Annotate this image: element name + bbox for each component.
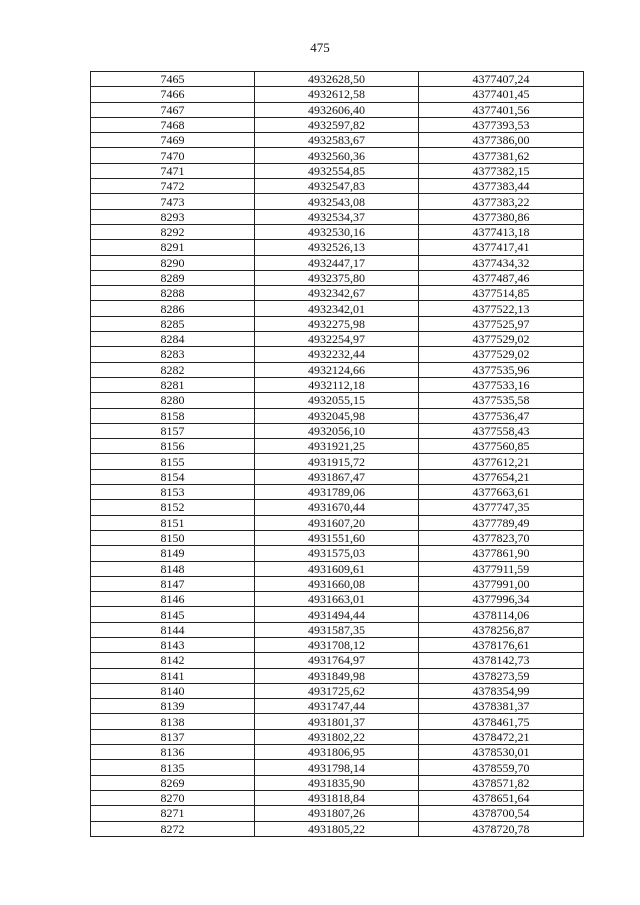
point-number-cell: 8157	[91, 423, 255, 438]
point-number-cell: 8271	[91, 806, 255, 821]
table-row	[91, 332, 584, 347]
point-number-cell: 8150	[91, 530, 255, 545]
x-coordinate-cell: 4932606,40	[255, 102, 419, 117]
x-coordinate-cell: 4931805,22	[255, 821, 419, 836]
x-coordinate-cell: 4931708,12	[255, 637, 419, 652]
page-number: 475	[310, 40, 330, 55]
x-coordinate-cell: 4931494,44	[255, 607, 419, 622]
y-coordinate-cell: 4377382,15	[419, 163, 584, 178]
point-number-cell: 8293	[91, 209, 255, 224]
x-coordinate-cell: 4931818,84	[255, 790, 419, 805]
y-coordinate-cell: 4378651,64	[419, 790, 584, 805]
point-number-cell: 8282	[91, 362, 255, 377]
y-coordinate-cell: 4377789,49	[419, 515, 584, 530]
point-number-cell: 7471	[91, 163, 255, 178]
y-coordinate-cell: 4377533,16	[419, 377, 584, 392]
x-coordinate-cell: 4931801,37	[255, 714, 419, 729]
point-number-cell: 8285	[91, 316, 255, 331]
table-row	[91, 745, 584, 760]
table-row	[91, 454, 584, 469]
y-coordinate-cell: 4377407,24	[419, 72, 584, 87]
table-row	[91, 316, 584, 331]
x-coordinate-cell: 4931551,60	[255, 530, 419, 545]
y-coordinate-cell: 4377823,70	[419, 530, 584, 545]
table-row	[91, 699, 584, 714]
x-coordinate-cell: 4931849,98	[255, 668, 419, 683]
y-coordinate-cell: 4377535,58	[419, 393, 584, 408]
point-number-cell: 8272	[91, 821, 255, 836]
x-coordinate-cell: 4932055,15	[255, 393, 419, 408]
y-coordinate-cell: 4378381,37	[419, 699, 584, 714]
table-row	[91, 775, 584, 790]
table-row	[91, 148, 584, 163]
point-number-cell: 8145	[91, 607, 255, 622]
table-row	[91, 194, 584, 209]
y-coordinate-cell: 4378273,59	[419, 668, 584, 683]
point-number-cell: 8153	[91, 485, 255, 500]
x-coordinate-cell: 4932124,66	[255, 362, 419, 377]
x-coordinate-cell: 4931798,14	[255, 760, 419, 775]
y-coordinate-cell: 4377529,02	[419, 347, 584, 362]
y-coordinate-cell: 4377393,53	[419, 117, 584, 132]
x-coordinate-cell: 4932254,97	[255, 332, 419, 347]
x-coordinate-cell: 4931747,44	[255, 699, 419, 714]
y-coordinate-cell: 4378354,99	[419, 683, 584, 698]
table-row	[91, 561, 584, 576]
x-coordinate-cell: 4931789,06	[255, 485, 419, 500]
table-row	[91, 393, 584, 408]
y-coordinate-cell: 4377380,86	[419, 209, 584, 224]
point-number-cell: 8140	[91, 683, 255, 698]
y-coordinate-cell: 4377514,85	[419, 286, 584, 301]
x-coordinate-cell: 4931725,62	[255, 683, 419, 698]
x-coordinate-cell: 4931806,95	[255, 745, 419, 760]
point-number-cell: 8284	[91, 332, 255, 347]
point-number-cell: 8137	[91, 729, 255, 744]
y-coordinate-cell: 4377654,21	[419, 469, 584, 484]
y-coordinate-cell: 4377401,56	[419, 102, 584, 117]
x-coordinate-cell: 4932560,36	[255, 148, 419, 163]
point-number-cell: 8269	[91, 775, 255, 790]
point-number-cell: 8289	[91, 270, 255, 285]
y-coordinate-cell: 4377383,44	[419, 179, 584, 194]
y-coordinate-cell: 4377417,41	[419, 240, 584, 255]
x-coordinate-cell: 4931660,08	[255, 576, 419, 591]
y-coordinate-cell: 4377558,43	[419, 423, 584, 438]
point-number-cell: 7466	[91, 87, 255, 102]
point-number-cell: 7467	[91, 102, 255, 117]
y-coordinate-cell: 4377536,47	[419, 408, 584, 423]
table-row	[91, 576, 584, 591]
table-row	[91, 714, 584, 729]
y-coordinate-cell: 4377529,02	[419, 332, 584, 347]
x-coordinate-cell: 4931670,44	[255, 500, 419, 515]
table-row	[91, 72, 584, 87]
point-number-cell: 7468	[91, 117, 255, 132]
point-number-cell: 7473	[91, 194, 255, 209]
y-coordinate-cell: 4377663,61	[419, 485, 584, 500]
y-coordinate-cell: 4378571,82	[419, 775, 584, 790]
x-coordinate-cell: 4932554,85	[255, 163, 419, 178]
point-number-cell: 8283	[91, 347, 255, 362]
table-row	[91, 255, 584, 270]
table-row	[91, 821, 584, 836]
point-number-cell: 8136	[91, 745, 255, 760]
x-coordinate-cell: 4932112,18	[255, 377, 419, 392]
y-coordinate-cell: 4377413,18	[419, 224, 584, 239]
x-coordinate-cell: 4932628,50	[255, 72, 419, 87]
table-row	[91, 240, 584, 255]
point-number-cell: 8149	[91, 546, 255, 561]
x-coordinate-cell: 4932543,08	[255, 194, 419, 209]
table-row	[91, 224, 584, 239]
y-coordinate-cell: 4378700,54	[419, 806, 584, 821]
x-coordinate-cell: 4931867,47	[255, 469, 419, 484]
point-number-cell: 8158	[91, 408, 255, 423]
x-coordinate-cell: 4932045,98	[255, 408, 419, 423]
table-row	[91, 439, 584, 454]
table-row	[91, 87, 584, 102]
table-row	[91, 653, 584, 668]
point-number-cell: 8291	[91, 240, 255, 255]
point-number-cell: 8148	[91, 561, 255, 576]
y-coordinate-cell: 4378176,61	[419, 637, 584, 652]
table-row	[91, 530, 584, 545]
table-row	[91, 515, 584, 530]
y-coordinate-cell: 4377560,85	[419, 439, 584, 454]
table-row	[91, 377, 584, 392]
table-row	[91, 683, 584, 698]
table-row	[91, 301, 584, 316]
coordinates-table	[90, 71, 584, 837]
point-number-cell: 8156	[91, 439, 255, 454]
x-coordinate-cell: 4931802,22	[255, 729, 419, 744]
point-number-cell: 8280	[91, 393, 255, 408]
x-coordinate-cell: 4932526,13	[255, 240, 419, 255]
table-row	[91, 423, 584, 438]
table-row	[91, 485, 584, 500]
x-coordinate-cell: 4931663,01	[255, 592, 419, 607]
y-coordinate-cell: 4378256,87	[419, 622, 584, 637]
table-row	[91, 102, 584, 117]
y-coordinate-cell: 4377991,00	[419, 576, 584, 591]
table-row	[91, 500, 584, 515]
point-number-cell: 8147	[91, 576, 255, 591]
point-number-cell: 8154	[91, 469, 255, 484]
y-coordinate-cell: 4377401,45	[419, 87, 584, 102]
point-number-cell: 7465	[91, 72, 255, 87]
x-coordinate-cell: 4932375,80	[255, 270, 419, 285]
point-number-cell: 8292	[91, 224, 255, 239]
point-number-cell: 7469	[91, 133, 255, 148]
y-coordinate-cell: 4378720,78	[419, 821, 584, 836]
point-number-cell: 8286	[91, 301, 255, 316]
y-coordinate-cell: 4377996,34	[419, 592, 584, 607]
x-coordinate-cell: 4932583,67	[255, 133, 419, 148]
point-number-cell: 8143	[91, 637, 255, 652]
x-coordinate-cell: 4932597,82	[255, 117, 419, 132]
x-coordinate-cell: 4932342,67	[255, 286, 419, 301]
point-number-cell: 8138	[91, 714, 255, 729]
y-coordinate-cell: 4378530,01	[419, 745, 584, 760]
y-coordinate-cell: 4377383,22	[419, 194, 584, 209]
x-coordinate-cell: 4932534,37	[255, 209, 419, 224]
x-coordinate-cell: 4931807,26	[255, 806, 419, 821]
x-coordinate-cell: 4931609,61	[255, 561, 419, 576]
x-coordinate-cell: 4932530,16	[255, 224, 419, 239]
table-row	[91, 270, 584, 285]
table-row	[91, 622, 584, 637]
point-number-cell: 8139	[91, 699, 255, 714]
y-coordinate-cell: 4377747,35	[419, 500, 584, 515]
y-coordinate-cell: 4378472,21	[419, 729, 584, 744]
point-number-cell: 8146	[91, 592, 255, 607]
x-coordinate-cell: 4931575,03	[255, 546, 419, 561]
x-coordinate-cell: 4932447,17	[255, 255, 419, 270]
table-row	[91, 163, 584, 178]
x-coordinate-cell: 4931835,90	[255, 775, 419, 790]
point-number-cell: 8142	[91, 653, 255, 668]
table-row	[91, 592, 584, 607]
table-row	[91, 790, 584, 805]
x-coordinate-cell: 4932342,01	[255, 301, 419, 316]
x-coordinate-cell: 4932232,44	[255, 347, 419, 362]
table-row	[91, 408, 584, 423]
y-coordinate-cell: 4377381,62	[419, 148, 584, 163]
point-number-cell: 7472	[91, 179, 255, 194]
x-coordinate-cell: 4931921,25	[255, 439, 419, 454]
x-coordinate-cell: 4931764,97	[255, 653, 419, 668]
table-row	[91, 806, 584, 821]
table-row	[91, 133, 584, 148]
point-number-cell: 8155	[91, 454, 255, 469]
x-coordinate-cell: 4931607,20	[255, 515, 419, 530]
point-number-cell: 8288	[91, 286, 255, 301]
table-row	[91, 607, 584, 622]
y-coordinate-cell: 4377522,13	[419, 301, 584, 316]
table-row	[91, 286, 584, 301]
table-row	[91, 760, 584, 775]
coordinates-table-body	[91, 72, 584, 837]
table-row	[91, 362, 584, 377]
table-row	[91, 469, 584, 484]
point-number-cell: 8152	[91, 500, 255, 515]
y-coordinate-cell: 4377612,21	[419, 454, 584, 469]
table-row	[91, 209, 584, 224]
point-number-cell: 8135	[91, 760, 255, 775]
table-row	[91, 729, 584, 744]
table-row	[91, 117, 584, 132]
y-coordinate-cell: 4377386,00	[419, 133, 584, 148]
y-coordinate-cell: 4377525,97	[419, 316, 584, 331]
x-coordinate-cell: 4931587,35	[255, 622, 419, 637]
x-coordinate-cell: 4932612,58	[255, 87, 419, 102]
point-number-cell: 8144	[91, 622, 255, 637]
table-row	[91, 668, 584, 683]
table-row	[91, 179, 584, 194]
table-row	[91, 637, 584, 652]
table-row	[91, 347, 584, 362]
point-number-cell: 8290	[91, 255, 255, 270]
x-coordinate-cell: 4932547,83	[255, 179, 419, 194]
x-coordinate-cell: 4931915,72	[255, 454, 419, 469]
y-coordinate-cell: 4377861,90	[419, 546, 584, 561]
y-coordinate-cell: 4377487,46	[419, 270, 584, 285]
table-row	[91, 546, 584, 561]
y-coordinate-cell: 4378461,75	[419, 714, 584, 729]
point-number-cell: 8151	[91, 515, 255, 530]
y-coordinate-cell: 4377911,59	[419, 561, 584, 576]
y-coordinate-cell: 4377434,32	[419, 255, 584, 270]
y-coordinate-cell: 4378559,70	[419, 760, 584, 775]
point-number-cell: 8141	[91, 668, 255, 683]
y-coordinate-cell: 4377535,96	[419, 362, 584, 377]
point-number-cell: 8270	[91, 790, 255, 805]
y-coordinate-cell: 4378114,06	[419, 607, 584, 622]
x-coordinate-cell: 4932056,10	[255, 423, 419, 438]
y-coordinate-cell: 4378142,73	[419, 653, 584, 668]
point-number-cell: 7470	[91, 148, 255, 163]
x-coordinate-cell: 4932275,98	[255, 316, 419, 331]
point-number-cell: 8281	[91, 377, 255, 392]
